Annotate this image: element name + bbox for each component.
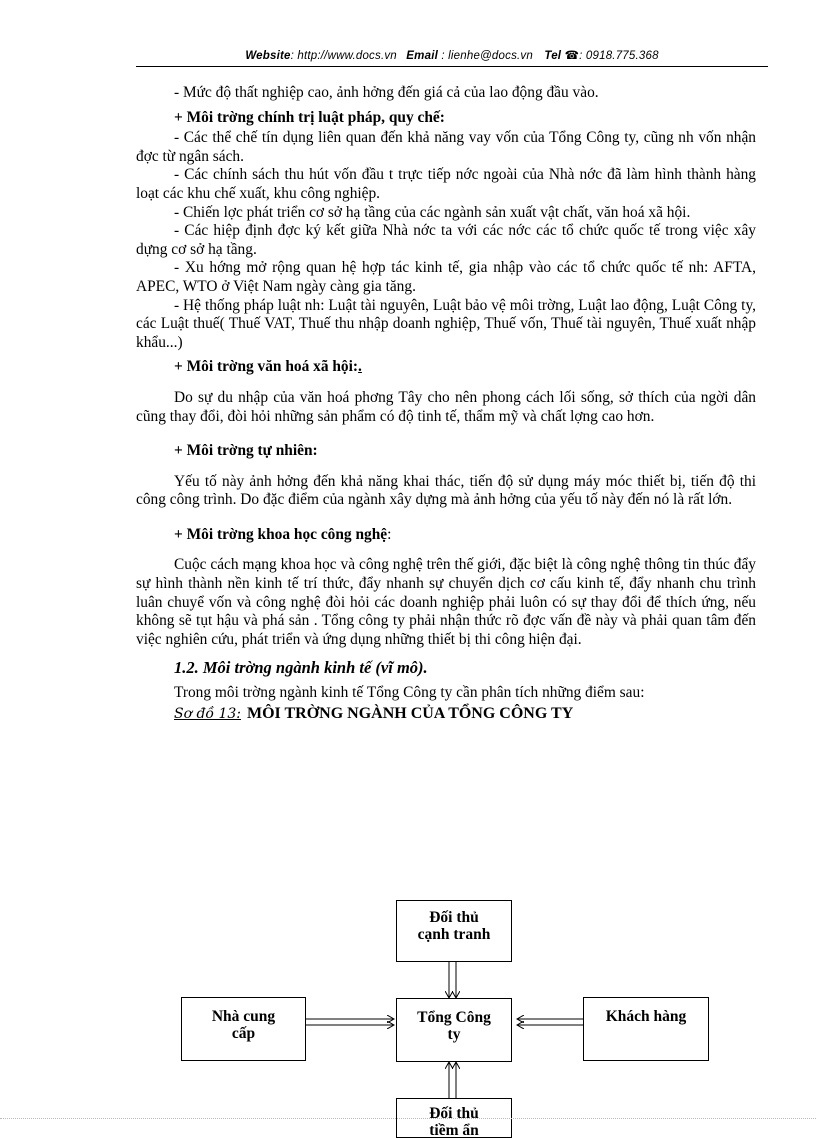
box-competitors-line2: cạnh tranh: [417, 926, 491, 943]
page-bottom-edge: [0, 1118, 816, 1119]
paragraph: - Xu hớng mở rộng quan hệ hợp tác kinh tế, gia nhập vào các tổ chức quốc tế nh: AFTA, APEC, WTO ở Việt Nam ngày càng gia tăng.: [136, 259, 756, 295]
website-value: : http://www.docs.vn: [290, 50, 397, 62]
paragraph: Trong môi trờng ngành kinh tế Tổng Công ty cần phân tích những điểm sau:: [174, 684, 645, 702]
box-competitors-line1: Đối thủ: [429, 909, 479, 926]
box-center-line2: ty: [447, 1026, 461, 1043]
caption-prefix: Sơ đồ 13:: [174, 705, 241, 722]
email-value: : lienhe@docs.vn: [437, 50, 533, 62]
page-header: [136, 48, 768, 62]
heading-culture-tail: .: [358, 358, 362, 376]
paragraph: - Mức độ thất nghiệp cao, ảnh hởng đến giá cả của lao động đầu vào.: [174, 84, 599, 101]
heading-tech: [136, 526, 756, 545]
document-body: [136, 84, 756, 723]
heading-tech-text: + Môi trờng khoa học công nghệ: [174, 525, 388, 543]
heading-culture-text: + Môi trờng văn hoá xã hội:: [174, 358, 359, 376]
box-supplier: [181, 997, 306, 1061]
website-label: Website: [245, 50, 291, 62]
paragraph: - Các thể chế tín dụng liên quan đến khả năng vay vốn của Tổng Công ty, cũng nh vốn nhận đợc từ ngân sách.: [136, 129, 756, 165]
figure-caption: [136, 705, 756, 724]
box-center-line1: Tổng Công: [417, 1009, 491, 1026]
header-rule: [136, 66, 768, 67]
paragraph: Cuộc cách mạng khoa học và công nghệ trên thế giới, đặc biệt là công nghệ thông tin thúc đẩy sự hình thành nền kinh tế trí thức, đẩy nhanh sự chuyển dịch cơ cấu kinh tế, đẩy nhanh chu trình luân chuyể vốn và công nghệ đòi hỏi các doanh nghiệp phải luôn có sự thay đổi để thích ứng, nếu không sẽ tụt hậu và phá sản . Tổng công ty phải nhận thức rõ đợc vấn đề này và phải quan tâm đến việc nghiên cứu, phát triển và ứng dụng những thiết bị thi công hiện đại.: [136, 556, 756, 648]
paragraph: - Các hiệp định đợc ký kết giữa Nhà nớc ta với các nớc các tổ chức quốc tế trong việc xây dựng cơ sở hạ tầng.: [136, 222, 756, 258]
paragraph: Yếu tố này ảnh hởng đến khả năng khai thác, tiến độ sử dụng máy móc thiết bị, tiến độ thi công công trình. Do đặc điểm của ngành xây dựng mà ảnh hởng của yếu tố này đến nó là rất lớn.: [136, 472, 756, 509]
paragraph: - Hệ thống pháp luật nh: Luật tài nguyên, Luật bảo vệ môi trờng, Luật lao động, Luật Công ty, các Luật thuế( Thuế VAT, Thuế thu nhập doanh nghiệp, Thuế vốn, Thuế tài nguyên, Thuế xuất nhập khẩu...): [136, 296, 756, 351]
box-customers: [583, 997, 709, 1061]
paragraph: - Chiến lợc phát triển cơ sở hạ tầng của các ngành sản xuất vật chất, văn hoá xã hội.: [174, 203, 691, 221]
email-label: Email: [406, 50, 438, 62]
heading-politics: + Môi trờng chính trị luật pháp, quy chế:: [174, 108, 445, 126]
tel-label: Tel: [544, 50, 562, 62]
box-competitors: [396, 900, 512, 962]
heading-nature: + Môi trờng tự nhiên:: [174, 442, 318, 460]
caption-title: MÔI TRỜNG NGÀNH CỦA TỔNG CÔNG TY: [246, 704, 574, 722]
box-center: [396, 998, 512, 1062]
tel-value: : 0918.775.368: [579, 50, 659, 62]
section-title: 1.2. Môi trờng ngành kinh tế (vĩ mô).: [174, 658, 428, 678]
box-bottom-line1: Đối thủ: [429, 1105, 479, 1122]
heading-culture: [136, 358, 756, 377]
box-customers-label: Khách hàng: [605, 1008, 687, 1025]
heading-tech-tail: :: [387, 525, 392, 543]
box-supplier-line1: Nhà cung: [211, 1008, 276, 1025]
box-supplier-line2: cấp: [231, 1025, 256, 1042]
phone-icon: ☎: [564, 50, 580, 62]
paragraph: Do sự du nhập của văn hoá phơng Tây cho nên phong cách lối sống, sở thích của ngời dân cũng thay đổi, đòi hỏi những sản phẩm có độ tinh tế, thẩm mỹ và chất lợng cao hơn.: [136, 388, 756, 425]
paragraph: - Các chính sách thu hút vốn đầu t trực tiếp nớc ngoài của Nhà nớc đã làm hình thành hàng loạt các khu chế xuất, khu công nghiệp.: [136, 166, 756, 202]
box-bottom-line2: tiềm ẩn: [429, 1122, 479, 1138]
